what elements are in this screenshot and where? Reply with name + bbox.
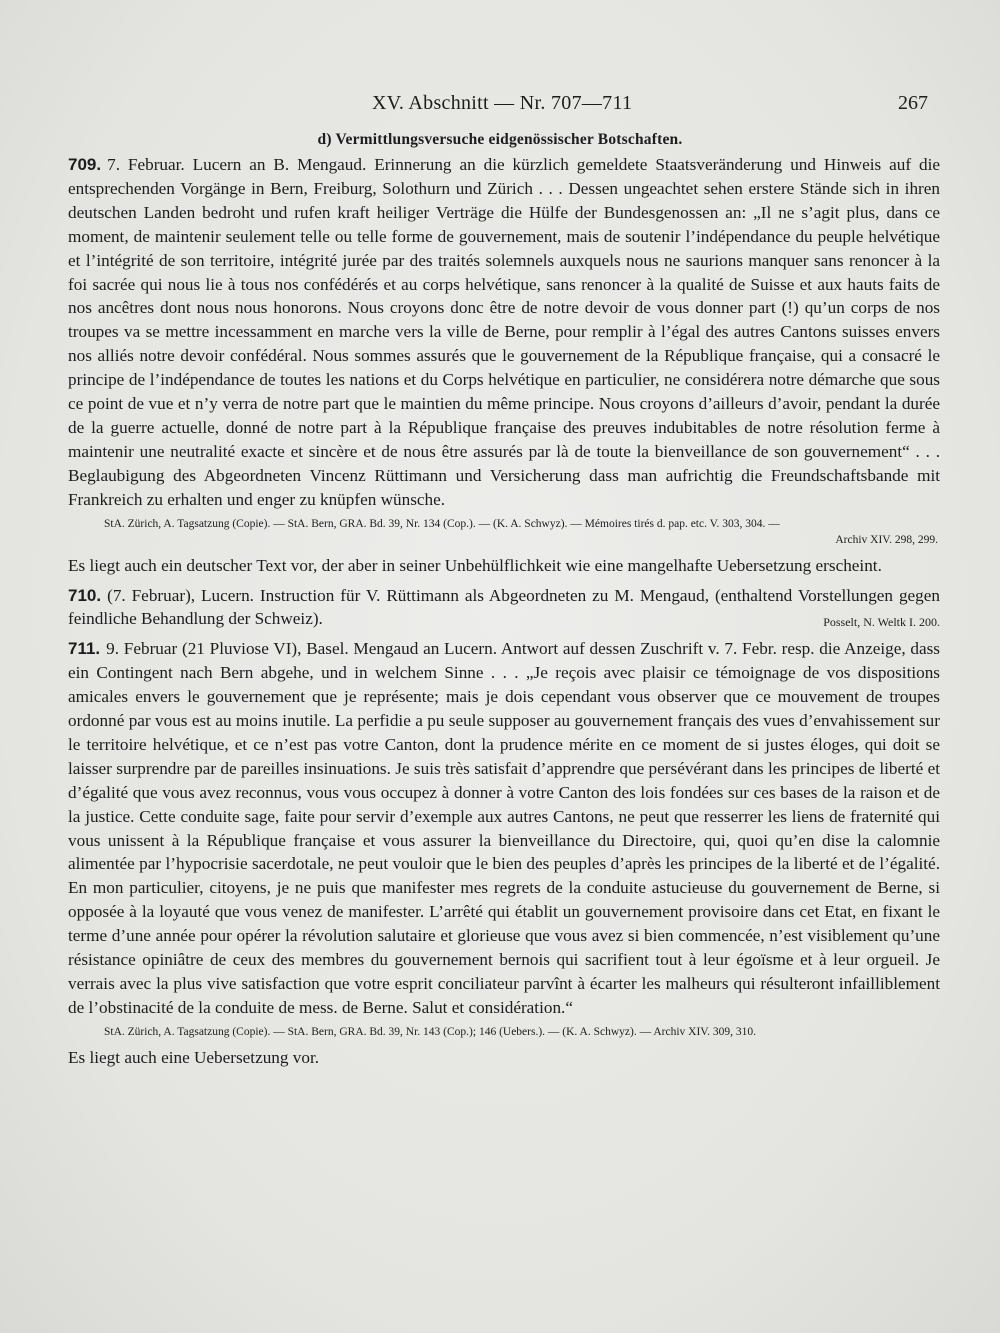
entry-text: 7. Februar. Lucern an B. Mengaud. Erinnerung an die kürzlich gemeldete Staatsveränderung und Hinweis auf die entsprechenden Vorgänge in Bern, Freiburg, Solothurn und Zürich . . . Dessen ungeachtet sehen erstere Stände sich in ihren deutschen Landen bedroht und rufen kraft heiliger Verträge die Hülfe der Bundesgenossen an: „Il ne s’agit plus, dans ce moment, de maintenir seulement telle ou telle forme de gouvernement, mais de soutenir l’indépendance du peuple helvétique et l’intégrité de son territoire, intégrité jurée par des traités solemnels auxquels nous ne saurions manquer sans renoncer à la foi sacrée qui nous lie à tous nos confédérés et au corps helvétique, sans renoncer à la qualité de Suisse et aux hauts faits de nos ancêtres dont nous nous honorons. Nous croyons donc être de notre devoir de vous donner part (!) qu’un corps de nos troupes va se mettre incessamment en marche vers la ville de Berne, pour remplir à l’égal des autres Cantons suisses envers nos alliés notre devoir confédéral. Nous sommes assurés que le gouvernement de la République française, qui a consacré le principe de l’indépendance de toutes les nations et du Corps helvétique en particulier, ne considérera notre démarche que sous ce point de vue et n’y verra de notre part que le maintien du même principe. Nous croyons d’ailleurs d’avoir, pendant la durée de la guerre actuelle, donné de notre part à la République française des preuves indubitables de notre résolution ferme à maintenir une neutralité exacte et sincère et de nous être assurés par là de toute la bienveillance de son gouvernement“ . . . Beglaubigung des Abgeordneten Vincenz Rüttimann und Versicherung dass man aufrichtig die Freundschaftsbande mit Frankreich zu erhalten und enger zu knüpfen wünsche. [68,155,940,509]
entry-text: 9. Februar (21 Pluviose VI), Basel. Mengaud an Lucern. Antwort auf dessen Zuschrift v. 7. Febr. resp. die Anzeige, dass ein Contingent nach Bern abgehe, und in welchem Sinne . . . „Je reçois avec plaisir ce témoignage de vos dispositions amicales envers le gouvernement que je représente; mais je dois cependant vous observer que ce mouvement de troupes ordonné par vous est au moins inutile. La perfidie a pu seule supposer au gouvernement français des vues d’envahissement sur le territoire helvétique, et ce n’est pas votre Canton, dont la prudence mérite en ce moment de si justes éloges, qui doit se laisser surprendre par de pareilles insinuations. Je suis très satisfait d’apprendre que persévérant dans les principes de liberté et d’égalité que vous avez reconnus, vous vous occupez à donner à votre Canton des lois fondées sur ces bases de la raison et de la justice. Cette conduite sage, faite pour servir d’exemple aux autres Cantons, ne peut que resserrer les liens de fraternité qui vous unissent à la République française et vous assurer la bienveillance du Directoire, qui, quoi qu’en dise la calomnie alimentée par l’hypocrisie sacerdotale, ne peut vouloir que le bien des peuples d’après les principes de la liberté et de l’égalité. En mon particulier, citoyens, je ne puis que manifester mes regrets de la conduite astucieuse du gouvernement de Berne, si opposée à la loyauté que vous venez de manifester. L’arrêté qui établit un gouvernement provisoire dans cet Etat, en fixant le terme d’une année pour opérer la révolution salutaire et glorieuse que vous avez si bien commencée, n’est visiblement qu’une résistance opiniâtre de ceux des membres du gouvernement bernois qui sacrifient tout à leur égoïsme et à leur orgueil. Je verrais avec la plus vive satisfaction que votre esprit conciliateur parvînt à écarter les malheurs qui résulteront infailliblement de l’obstinacité de la conduite de mess. de Berne. Salut et considération.“ [68,639,940,1017]
entry-note: Es liegt auch ein deutscher Text vor, der aber in seiner Unbehülflichkeit wie eine mangelhafte Uebersetzung erscheint. [68,555,882,575]
source-text: StA. Zürich, A. Tagsatzung (Copie). — StA. Bern, GRA. Bd. 39, Nr. 143 (Cop.); 146 (Uebers.). — (K. A. Schwyz). — Archiv XIV. 309, 310. [104,1025,756,1038]
entry-note: Es liegt auch eine Uebersetzung vor. [68,1047,320,1067]
page-number: 267 [898,92,928,114]
entry-711 [68,637,940,1020]
entry-710 [68,584,940,632]
entry-number: 709. [68,155,102,174]
source-continuation: Archiv XIV. 298, 299. [835,533,938,546]
source-text: StA. Zürich, A. Tagsatzung (Copie). — StA. Bern, GRA. Bd. 39, Nr. 134 (Cop.). — (K. A. Schwyz). — Mémoires tirés d. pap. etc. V. 303, 304. — [104,517,780,530]
entry-number: 710. [68,585,102,605]
section-heading: XV. Abschnitt — Nr. 707—711 [372,92,633,114]
subheading: d) Vermittlungsversuche eidgenössischer Botschaften. [317,131,683,148]
source-citation [104,516,940,548]
entry-number: 711. [68,639,101,659]
entry-text: (7. Februar), Lucern. Instruction für V. Rüttimann als Abgeordneten zu M. Mengaud, (enthaltend Vorstellungen gegen feindliche Behandlung der Schweiz). [68,585,940,629]
source-citation [104,1024,940,1040]
source-citation: Posselt, N. Weltk I. 200. [823,615,940,630]
body-text [68,153,940,1070]
running-head [0,92,1000,122]
entry-709 [68,153,940,512]
